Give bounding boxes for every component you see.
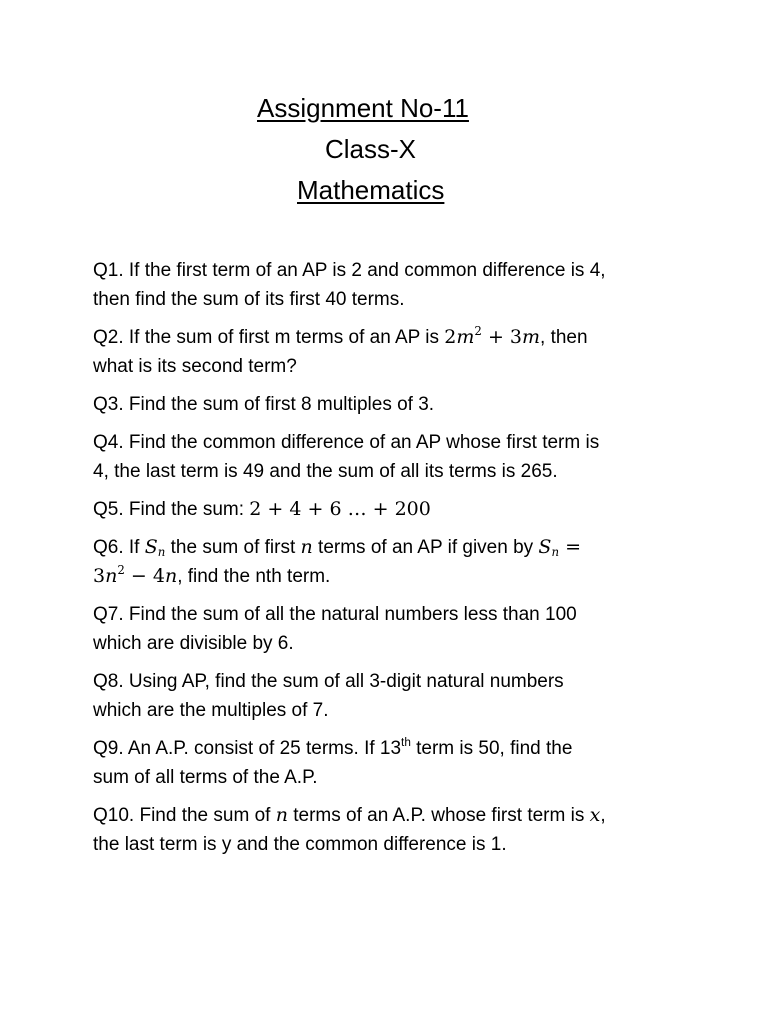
question-6-mid-1: the sum of first	[165, 537, 301, 558]
class-label: Class-X	[325, 134, 417, 164]
q2-expr-var-m: m	[456, 326, 475, 348]
question-5-line-1	[93, 495, 693, 524]
q6-var-n-3: n	[164, 565, 178, 587]
q6-var-n: n	[300, 536, 313, 558]
question-10-suffix: ,	[600, 805, 606, 826]
question-10-line-1	[93, 801, 693, 830]
question-9-prefix: Q9. An A.P. consist of 25 terms. If 13	[93, 738, 402, 759]
q6-sn-subscript: n	[157, 544, 166, 559]
assignment-title: Assignment No-11	[257, 93, 469, 123]
question-2-suffix: , then	[540, 327, 588, 348]
question-3-line-1: Q3. Find the sum of first 8 multiples of 3.	[93, 394, 435, 415]
question-1	[93, 256, 693, 314]
question-6-line-1	[93, 533, 693, 562]
question-6-mid-2: terms of an AP if given by	[312, 537, 539, 558]
q2-expr-exponent: 2	[474, 323, 482, 338]
q10-var-n: n	[275, 804, 288, 826]
question-10	[93, 801, 693, 859]
question-2-prefix: Q2. If the sum of first m terms of an AP is	[93, 327, 445, 348]
q2-expr-var-m2: m	[522, 326, 541, 348]
q2-expr-plus: + 3	[481, 326, 522, 348]
question-3	[93, 390, 693, 419]
q6-coef-3: 3	[93, 565, 106, 587]
question-4-line-1: Q4. Find the common difference of an AP whose first term is	[93, 432, 600, 453]
question-7-line-2: which are divisible by 6.	[93, 633, 294, 654]
question-9-line-1	[93, 734, 693, 763]
question-1-line-1: Q1. If the first term of an AP is 2 and common difference is 4,	[93, 260, 606, 281]
question-1-line-2: then find the sum of its first 40 terms.	[93, 289, 405, 310]
question-10-prefix: Q10. Find the sum of	[93, 805, 276, 826]
q6-equals: =	[559, 536, 581, 558]
question-2-line-2: what is its second term?	[93, 356, 297, 377]
question-4-line-2: 4, the last term is 49 and the sum of all its terms is 265.	[93, 461, 558, 482]
question-9-suffix: term is 50, find the	[410, 738, 573, 759]
q10-var-x: x	[589, 804, 601, 826]
q2-expr-coef: 2	[444, 326, 457, 348]
question-2-line-1	[93, 323, 693, 352]
q6-minus-4: − 4	[124, 565, 165, 587]
question-4	[93, 428, 693, 486]
question-10-mid: terms of an A.P. whose first term is	[287, 805, 590, 826]
question-8-line-2: which are the multiples of 7.	[93, 700, 329, 721]
question-7-line-1: Q7. Find the sum of all the natural numbers less than 100	[93, 604, 577, 625]
q6-exponent: 2	[117, 562, 125, 577]
question-6-prefix: Q6. If	[93, 537, 145, 558]
question-7	[93, 600, 693, 658]
q5-expression: 2 + 4 + 6 … + 200	[249, 498, 431, 520]
question-8-line-1: Q8. Using AP, find the sum of all 3-digit natural numbers	[93, 671, 564, 692]
q6-sn-subscript-2: n	[551, 544, 560, 559]
question-list	[93, 256, 693, 868]
q6-var-n-2: n	[105, 565, 118, 587]
question-5	[93, 495, 693, 524]
question-8	[93, 667, 693, 725]
q6-sn-symbol: S	[144, 536, 158, 558]
question-10-line-2: the last term is y and the common difference is 1.	[93, 834, 507, 855]
question-6	[93, 533, 693, 591]
question-9-line-2: sum of all terms of the A.P.	[93, 767, 318, 788]
question-6-suffix: , find the nth term.	[177, 566, 331, 587]
question-5-prefix: Q5. Find the sum:	[93, 499, 250, 520]
question-6-line-2	[93, 562, 693, 591]
question-2	[93, 323, 693, 381]
q9-ordinal-suffix: th	[401, 735, 411, 749]
q6-sn-symbol-2: S	[538, 536, 552, 558]
subject-label: Mathematics	[297, 175, 445, 205]
question-9	[93, 734, 693, 792]
